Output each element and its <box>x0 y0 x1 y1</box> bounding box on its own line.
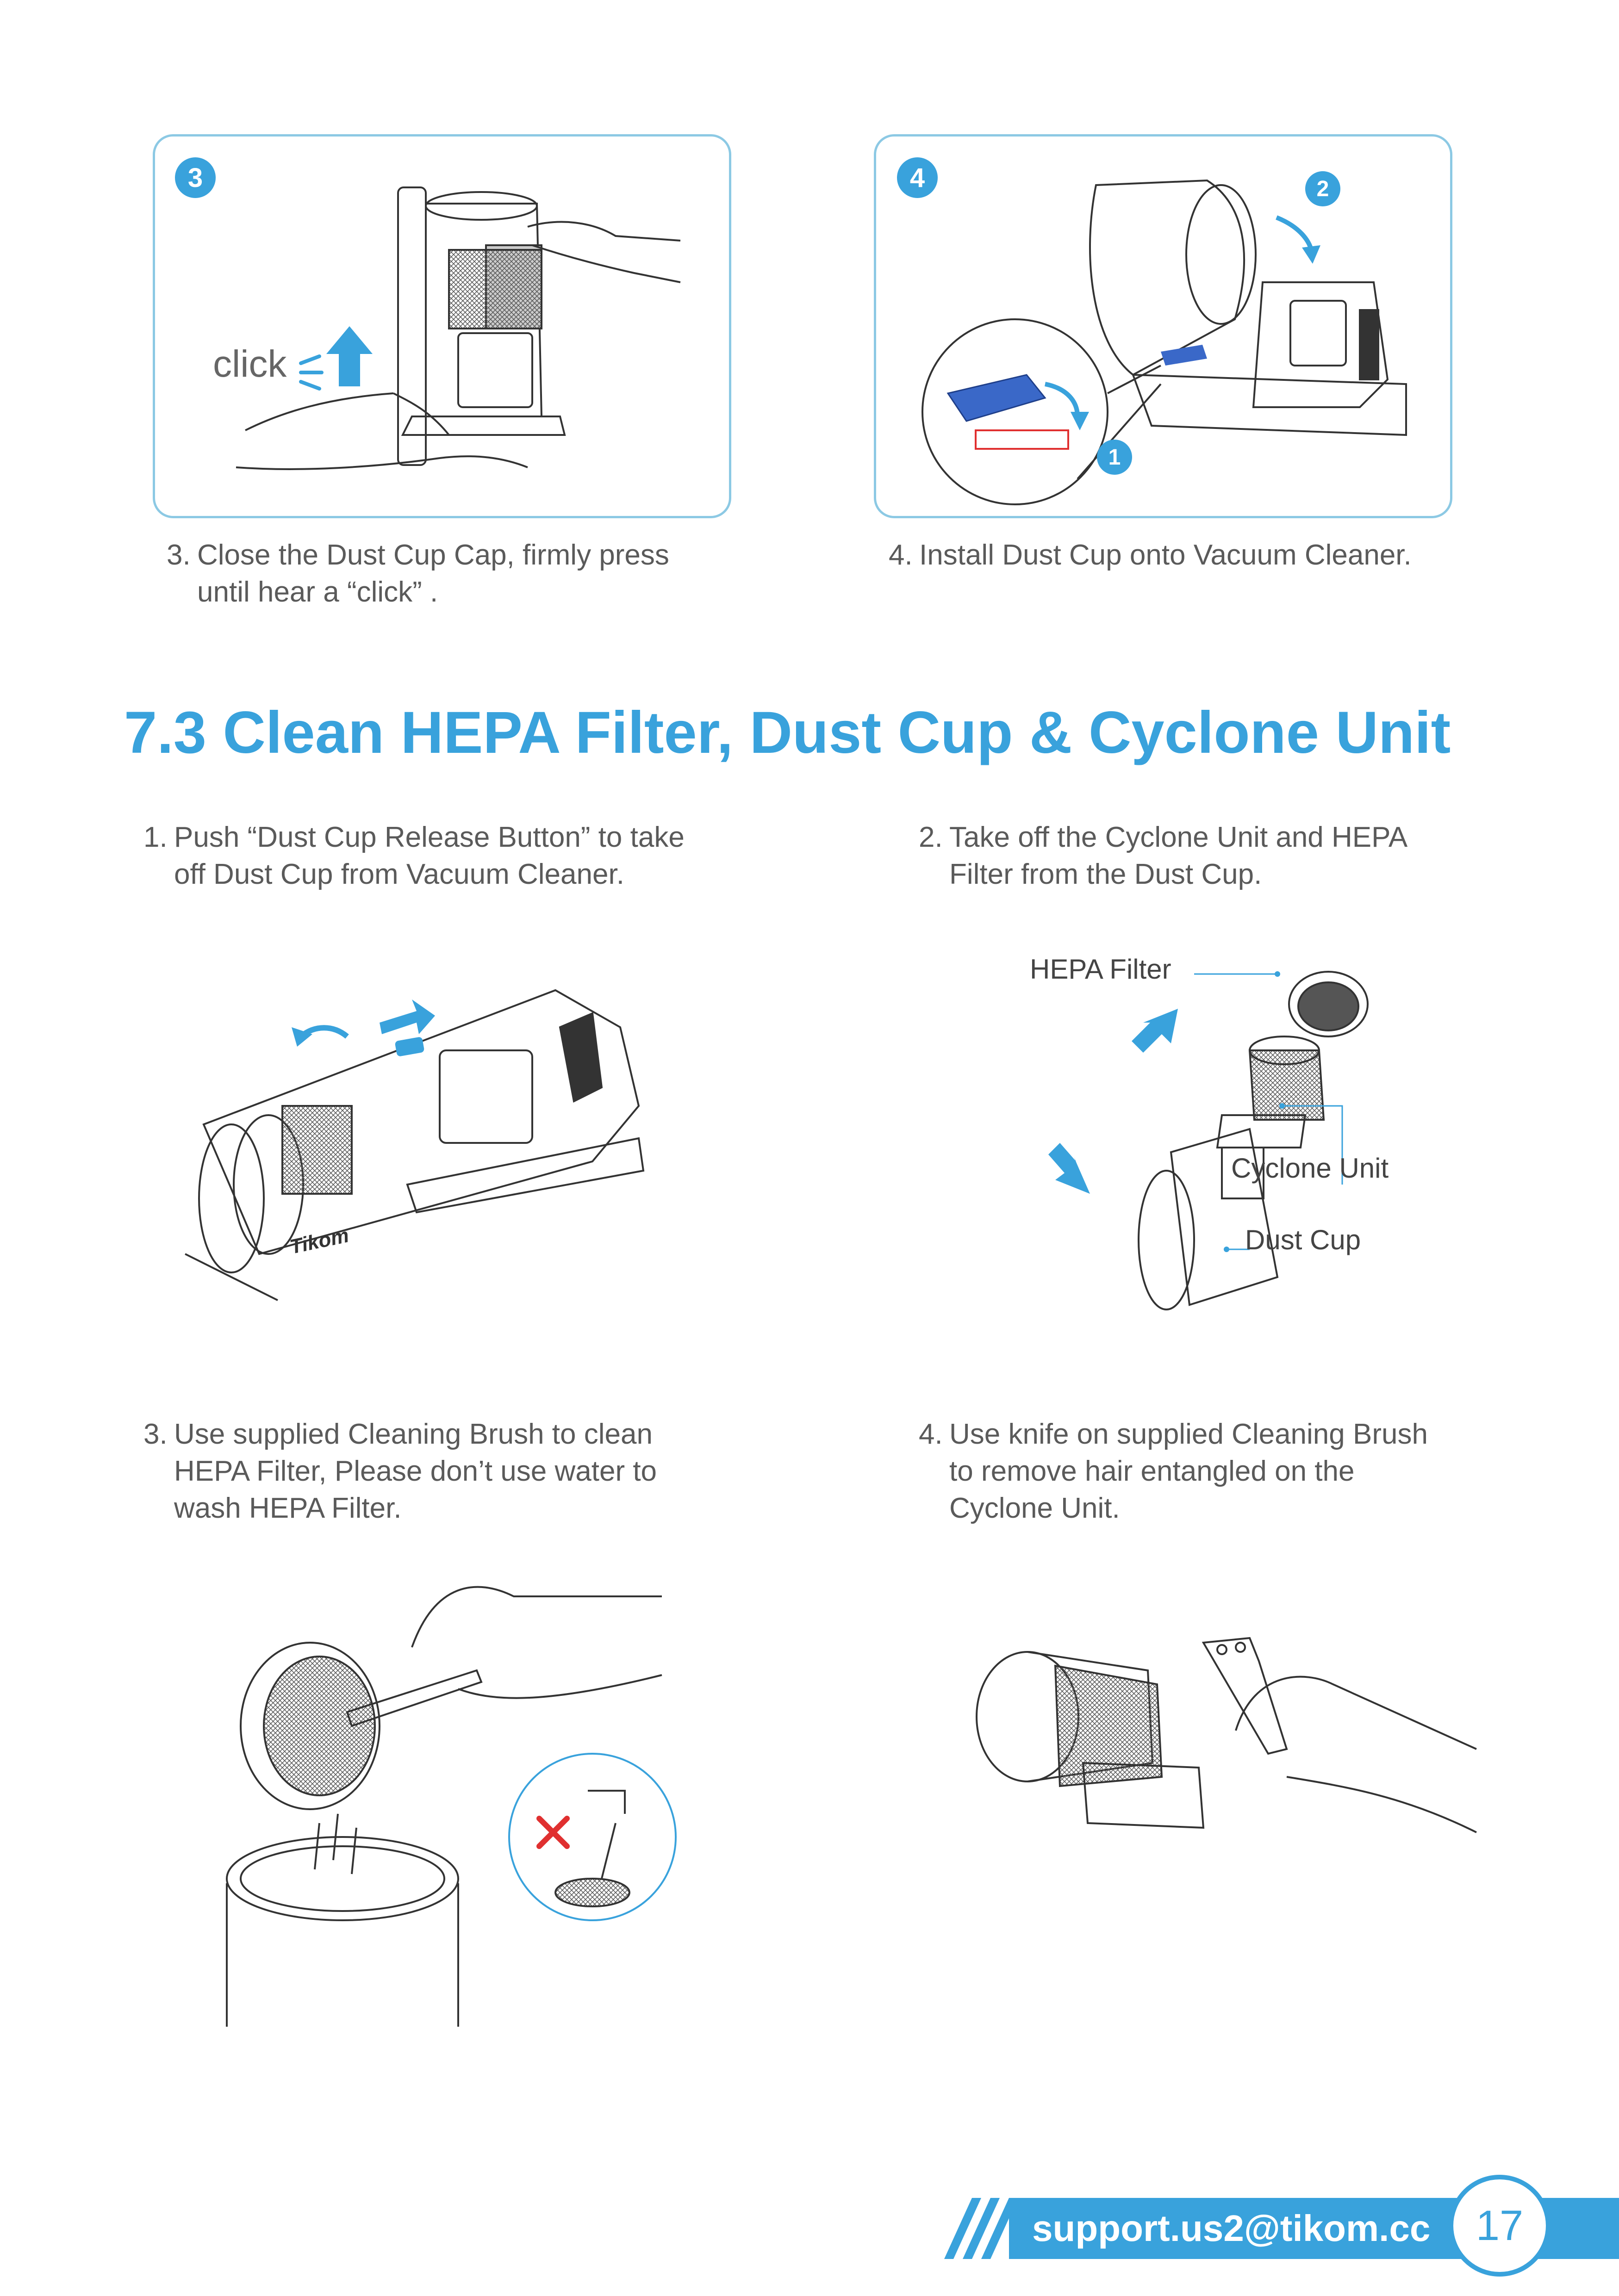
footer-stripes <box>944 2198 1018 2259</box>
caption-line: Use knife on supplied Cleaning Brush <box>949 1418 1428 1450</box>
caption-line: HEPA Filter, Please don’t use water to <box>174 1455 657 1487</box>
caption-line: Close the Dust Cup Cap, firmly press <box>197 539 669 571</box>
step-2-caption <box>919 819 1520 898</box>
dust-cup-close-illustration <box>153 134 731 518</box>
step-1-caption <box>143 819 745 898</box>
dust-cup-label: Dust Cup <box>1245 1224 1361 1255</box>
caption-number: 3. <box>167 539 191 571</box>
caption-line: Take off the Cyclone Unit and HEPA <box>949 821 1408 853</box>
caption-line: Install Dust Cup onto Vacuum Cleaner. <box>919 539 1412 571</box>
step-4-badge: 4 <box>897 157 938 198</box>
caption-number: 2. <box>919 821 943 853</box>
vacuum-release-illustration <box>176 967 666 1305</box>
caption-line: Push “Dust Cup Release Button” to take <box>174 821 685 853</box>
caption-number: 3. <box>143 1418 168 1450</box>
section-title: 7.3 Clean HEPA Filter, Dust Cup & Cyclone Unit <box>124 700 1451 766</box>
caption-number: 1. <box>143 821 168 853</box>
caption-line: to remove hair entangled on the <box>949 1455 1355 1487</box>
step-3-top-caption <box>167 537 722 615</box>
caption-line: wash HEPA Filter. <box>174 1492 402 1524</box>
page-number: 17 <box>1449 2175 1551 2277</box>
step-4-caption <box>919 1416 1520 1532</box>
click-label: click <box>213 343 287 385</box>
vacuum-brand-label: Tikom <box>287 1224 351 1259</box>
knife-cyclone-illustration <box>963 1610 1481 1869</box>
step-4-top-caption <box>889 537 1444 578</box>
brush-hepa-illustration <box>218 1573 685 2013</box>
caption-line: Filter from the Dust Cup. <box>949 858 1262 890</box>
step-3-caption <box>143 1416 745 1532</box>
caption-number: 4. <box>889 539 913 571</box>
filter-disassembly-illustration <box>1018 953 1481 1323</box>
caption-line: until hear a “click” . <box>197 576 438 608</box>
marker-2-badge: 2 <box>1305 171 1340 206</box>
caption-line: Use supplied Cleaning Brush to clean <box>174 1418 653 1450</box>
install-dust-cup-illustration <box>874 134 1452 518</box>
step-3-badge: 3 <box>175 157 216 198</box>
caption-line: Cyclone Unit. <box>949 1492 1120 1524</box>
caption-number: 4. <box>919 1418 943 1450</box>
cyclone-unit-label: Cyclone Unit <box>1231 1153 1389 1184</box>
marker-1-badge: 1 <box>1097 440 1132 475</box>
support-email-link[interactable]: support.us2@tikom.cc <box>1032 2208 1431 2249</box>
hepa-filter-label: HEPA Filter <box>1030 954 1171 985</box>
caption-line: off Dust Cup from Vacuum Cleaner. <box>174 858 624 890</box>
